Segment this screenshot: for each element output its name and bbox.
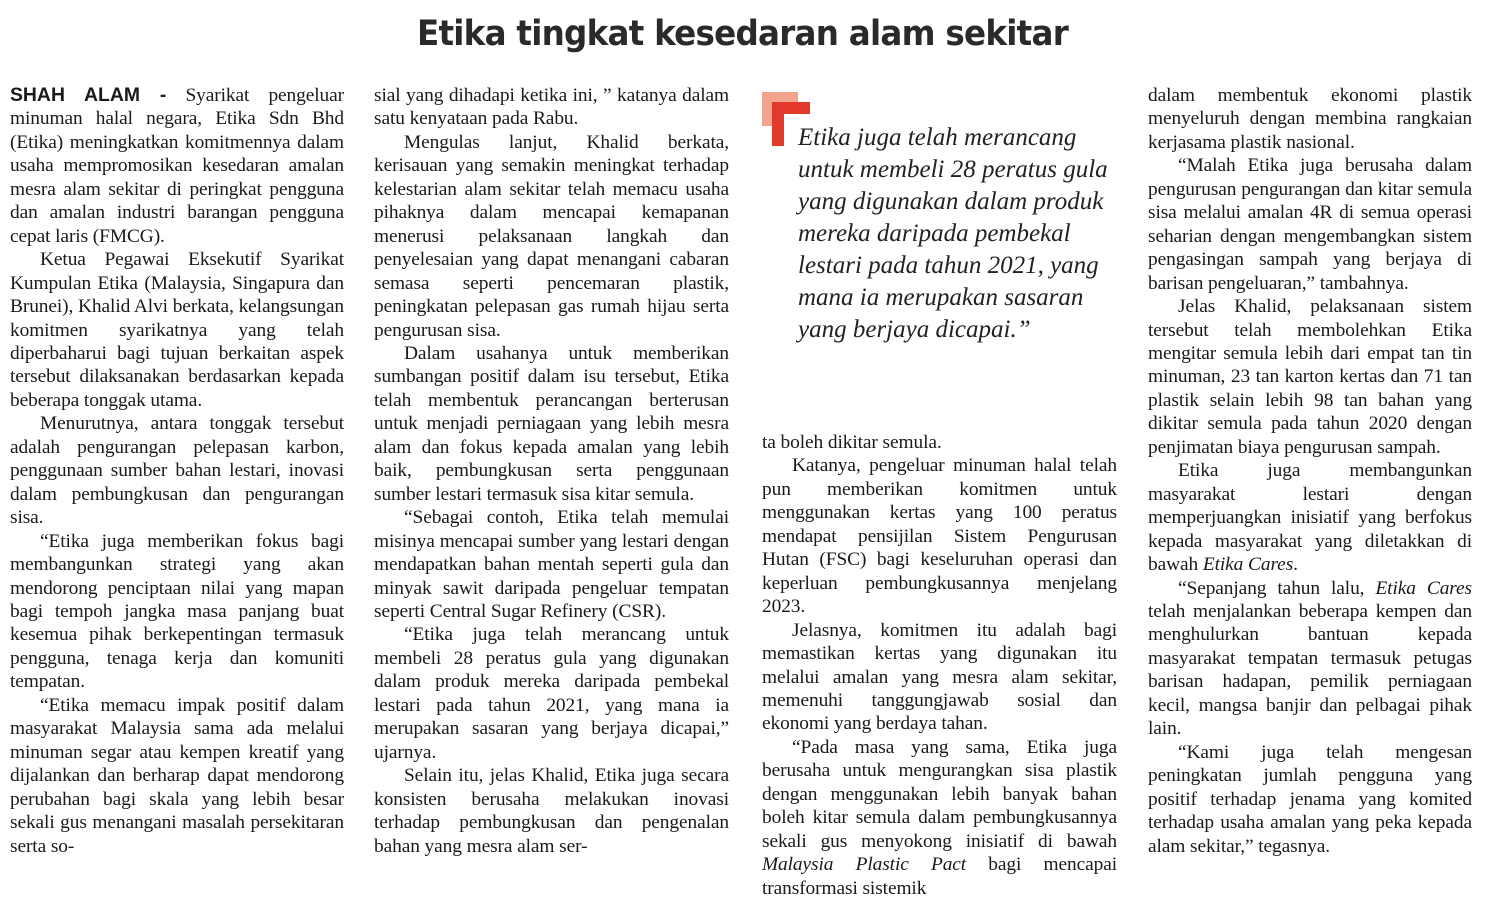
article-column-3 bbox=[762, 431, 1117, 900]
paragraph: “Kami juga telah mengesan peningkatan jumlah pengguna yang positif terhadap jenama yang komited terhadap usaha amalan yang peka kepada alam sekitar,” tegasnya. bbox=[1148, 741, 1472, 857]
pull-quote-text: Etika juga telah merancang untuk membeli 28 peratus gula yang digunakan dalam produk mereka daripada pembekal lestari pada tahun 2021, yang mana ia merupakan sasaran yang berjaya dicapai.” bbox=[798, 124, 1108, 343]
paragraph: Selain itu, jelas Khalid, Etika juga secara konsisten berusaha melakukan inovasi terhadap pembungkusan dan pengenalan bahan yang mesra alam ser- bbox=[374, 765, 729, 857]
paragraph: Jelasnya, komitmen itu adalah bagi memastikan kertas yang digunakan itu melalui amalan yang mesra alam sekitar, memenuhi tanggungjawab sosial dan ekonomi yang berdaya tahan. bbox=[762, 619, 1117, 735]
paragraph: “Malah Etika juga berusaha dalam pengurusan pengurangan dan kitar semula sisa melalui amalan 4R di semua operasi seharian dengan mengembangkan sistem pengasingan sampah yang berjaya di barisan pengeluaran,” tambahnya. bbox=[1148, 155, 1472, 294]
paragraph bbox=[762, 736, 1117, 900]
paragraph: Jelas Khalid, pelaksanaan sistem tersebut telah membolehkan Etika mengitar semula lebih dari empat tan tin minuman, 23 tan karton kertas dan 71 tan plastik selain lebih 98 tan bahan yang dikitar semula pada tahun 2020 dengan penjimatan biaya pengurusan sampah. bbox=[1148, 296, 1472, 458]
italic-term: Etika Cares bbox=[1202, 554, 1294, 576]
paragraph: “Etika juga telah merancang untuk membeli 28 peratus gula yang digunakan dalam produk mereka daripada pembekal lestari pada tahun 2021, yang mana ia merupakan sasaran yang berjaya dicapai,” ujarnya. bbox=[374, 624, 729, 763]
paragraph bbox=[10, 84, 344, 248]
paragraph: ta boleh dikitar semula. bbox=[762, 432, 942, 453]
paragraph: sial yang dihadapi ketika ini, ” katanya dalam satu kenyataan pada Rabu. bbox=[374, 85, 729, 130]
paragraph-text: “Pada masa yang sama, Etika juga berusaha untuk mengurangkan sisa plastik dengan menggunakan lebih banyak bahan boleh kitar semula dalam pembungkusannya sekali gus menyokong inisiatif di bawah bbox=[762, 736, 1117, 852]
paragraph: dalam membentuk ekonomi plastik menyeluruh dengan membina rangkaian kerjasama plastik nasional. bbox=[1148, 85, 1472, 153]
paragraph-text: telah menjalankan beberapa kempen dan menghulurkan bantuan kepada masyarakat tempatan termasuk petugas barisan hadapan, pemilik perniagaan kecil, mangsa banjir dan pelbagai pihak lain. bbox=[1148, 600, 1472, 740]
paragraph: Ketua Pegawai Eksekutif Syarikat Kumpulan Etika (Malaysia, Singapura dan Brunei), Khalid Alvi berkata, kelangsungan komitmen syarikatnya yang telah diperbaharui bagi tujuan berkaitan aspek tersebut dilaksanakan berdasarkan kepada beberapa tonggak utama. bbox=[10, 249, 344, 411]
article-column-1 bbox=[10, 84, 344, 858]
paragraph bbox=[1148, 577, 1472, 741]
paragraph-text: Syarikat pengeluar minuman halal negara, Etika Sdn Bhd (Etika) meningkatkan komitmennya dalam usaha mempromosikan kesedaran amalan mesra alam sekitar di peringkat pengguna dan amalan industri barangan pengguna cepat laris (FMCG). bbox=[10, 85, 344, 247]
paragraph: “Etika juga memberikan fokus bagi membangunkan strategi yang akan mendorong penciptaan nilai yang mapan bagi tempoh jangka masa panjang buat kesemua pihak berkepentingan termasuk pengguna, tenaga kerja dan komuniti tempatan. bbox=[10, 530, 344, 693]
headline: Etika tingkat kesedaran alam sekitar bbox=[416, 14, 1069, 54]
paragraph-text: . bbox=[1293, 554, 1298, 576]
dateline: SHAH ALAM - bbox=[10, 84, 167, 106]
italic-term: Etika Cares bbox=[1375, 577, 1472, 599]
quote-mark-decoration bbox=[772, 102, 810, 114]
article-column-2 bbox=[374, 84, 729, 858]
paragraph-text: bagi mencapai transformasi sistemik bbox=[762, 854, 1117, 899]
article-column-4 bbox=[1148, 84, 1472, 858]
pull-quote bbox=[762, 92, 1122, 422]
paragraph: “Sebagai contoh, Etika telah memulai misinya mencapai sumber yang lestari dengan mendapatkan bahan mentah seperti gula dan minyak sawit daripada pengeluar tempatan seperti Central Sugar Refinery (CSR). bbox=[374, 507, 729, 622]
paragraph-text: “Sepanjang tahun lalu, bbox=[1178, 577, 1376, 599]
paragraph: Menurutnya, antara tonggak tersebut adalah pengurangan pelepasan karbon, penggunaan sumber bahan lestari, inovasi dalam pembungkusan dan pengurangan sisa. bbox=[10, 413, 344, 529]
paragraph bbox=[1148, 459, 1472, 576]
paragraph: Mengulas lanjut, Khalid berkata, kerisauan yang semakin meningkat terhadap kelestarian alam sekitar telah memacu usaha pihaknya dalam mencapai kemapanan menerusi pelaksanaan langkah dan penyelesaian yang dapat menangani cabaran semasa seperti pencemaran plastik, peningkatan pelepasan gas rumah hijau serta pengurusan sisa. bbox=[374, 131, 729, 341]
paragraph: “Etika memacu impak positif dalam masyarakat Malaysia sama ada melalui minuman segar atau kempen kreatif yang dijalankan dan berharap dapat mendorong perubahan bagi skala yang lebih besar sekali gus menangani masalah persekitaran serta so- bbox=[10, 694, 344, 857]
italic-term: Malaysia Plastic Pact bbox=[762, 854, 967, 876]
paragraph-text: Etika juga membangunkan masyarakat lestari dengan memperjuangkan inisiatif yang berfokus kepada masyarakat yang diletakkan di bawah bbox=[1148, 460, 1472, 576]
paragraph: Katanya, pengeluar minuman halal telah pun memberikan komitmen untuk menggunakan kertas yang 100 peratus mendapat pensijilan Sistem Pengurusan Hutan (FSC) bagi keseluruhan operasi dan keperluan pembungkusannya menjelang 2023. bbox=[762, 455, 1117, 618]
paragraph: Dalam usahanya untuk memberikan sumbangan positif dalam isu tersebut, Etika telah membentuk perancangan berterusan untuk menjadi perniagaan yang lebih mesra alam dan fokus kepada amalan yang lebih baik, pembungkusan serta penggunaan sumber lestari termasuk sisa kitar semula. bbox=[374, 342, 729, 505]
